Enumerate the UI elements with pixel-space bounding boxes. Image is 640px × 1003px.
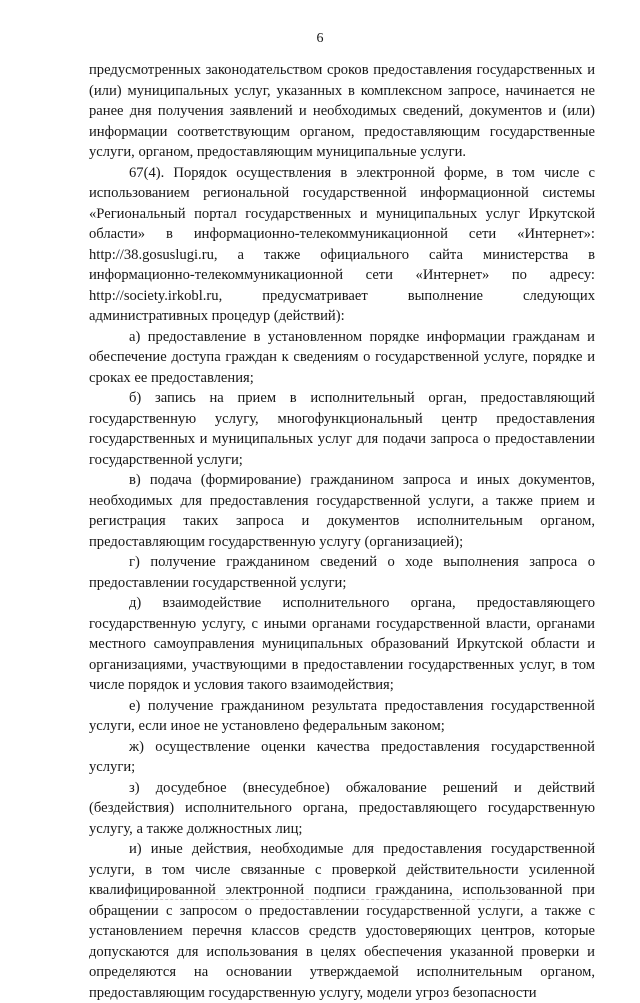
list-item-zh: ж) осуществление оценки качества предоставления государственной услуги; (89, 738, 595, 775)
paragraph-continuation: предусмотренных законодательством сроков предоставления государственных и (или) муниципальных услуг, указанных в комплексном запросе, начинается не ранее дня получения заявлений и необходимых сведений, документов и (или) информации соответствующим органом, предоставляющим государственные услуги, органом, предоставляющим муниципальные услуги. (89, 62, 595, 160)
paragraph-67-4: 67(4). Порядок осуществления в электронной форме, в том числе с использованием региональной государственной информационной системы «Региональный портал государственных и муниципальных услуг Иркутской области» в информационно-телекоммуникационной сети «Интернет»: http://38.gosuslugi.ru, а также официального сайта министерства в информационно-телекоммуникационной сети «Интернет» по адресу: http://society.irkobl.ru, предусматривает выполнение следующих административных процедур (действий): (89, 164, 595, 324)
list-item-b: б) запись на прием в исполнительный орган, предоставляющий государственную услугу, многофункциональный центр предоставления государственных и муниципальных услуг для подачи запроса о предоставлении государственной услуги; (89, 390, 595, 468)
list-item-e: е) получение гражданином результата предоставления государственной услуги, если иное не установлено федеральным законом; (89, 697, 595, 734)
list-item-g: г) получение гражданином сведений о ходе выполнения запроса о предоставлении государственной услуги; (89, 554, 595, 591)
scan-artifact-line (130, 899, 520, 902)
document-body (89, 60, 595, 1003)
list-item-a: а) предоставление в установленном порядке информации гражданам и обеспечение доступа граждан к сведениям о государственной услуге, порядке и сроках ее предоставления; (89, 328, 595, 386)
list-item-i: и) иные действия, необходимые для предоставления государственной услуги, в том числе связанные с проверкой действительности усиленной квалифицированной электронной подписи гражданина, использованной при обращении с запросом о предоставлении государственной услуги, а также с установлением перечня классов средств удостоверяющих центров, которые допускаются для использования в целях обеспечения указанной проверки и определяются на основании утверждаемой исполнительным органом, предоставляющим государственную услугу, модели угроз безопасности (89, 841, 595, 1001)
list-item-d: д) взаимодействие исполнительного органа, предоставляющего государственную услугу, с иными органами государственной власти, органами местного самоуправления муниципальных образований Иркутской области и организациями, участвующими в предоставлении государственных услуг, в том числе порядок и условия такого взаимодействия; (89, 595, 595, 693)
list-item-z: з) досудебное (внесудебное) обжалование решений и действий (бездействия) исполнительного органа, предоставляющего государственную услугу, а также должностных лиц; (89, 779, 595, 837)
list-item-v: в) подача (формирование) гражданином запроса и иных документов, необходимых для предоставления государственной услуги, а также прием и регистрация таких запроса и документов исполнительным органом, предоставляющим государственную услугу (организацией); (89, 472, 595, 550)
page-number: 6 (316, 31, 324, 46)
